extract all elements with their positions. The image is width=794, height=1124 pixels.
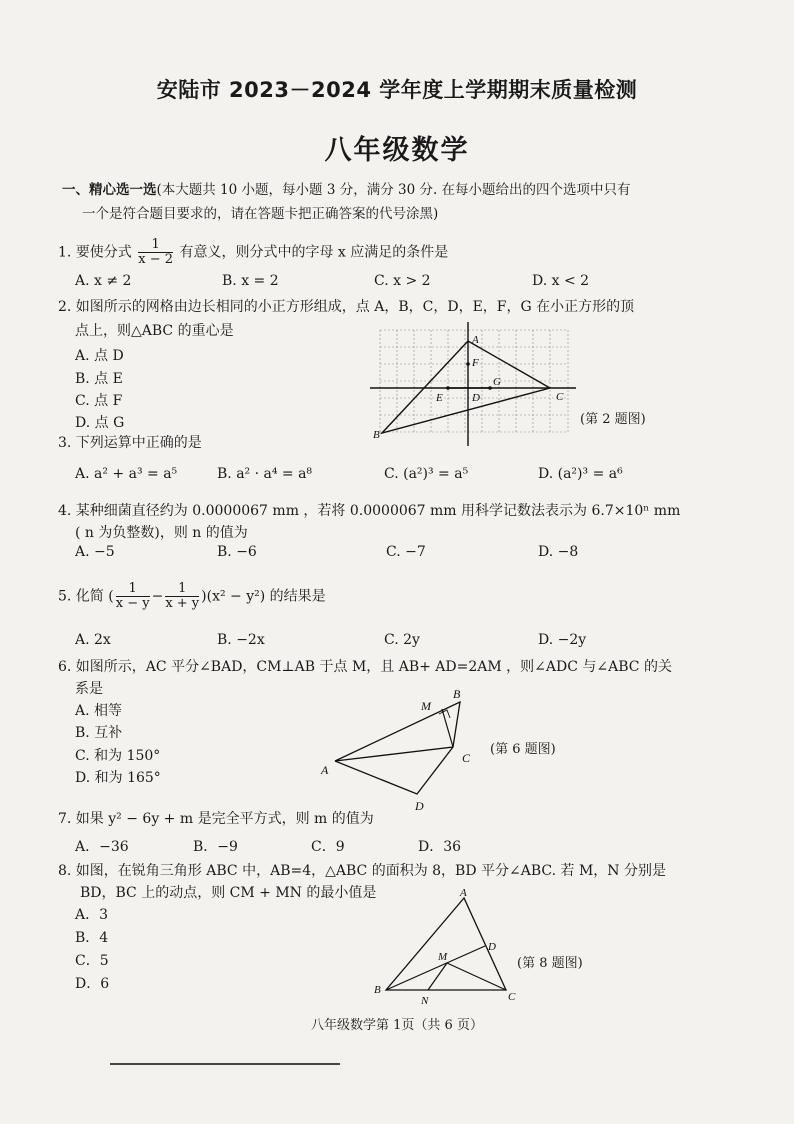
bottom-rule: [110, 1063, 340, 1065]
q8-label-n: N: [421, 995, 429, 1007]
q3-option-a[interactable]: A. a² + a³ = a⁵: [75, 466, 178, 482]
q5-f1-den: x − y: [115, 596, 150, 611]
section-heading: 一、精心选一选: [62, 182, 157, 198]
q7-option-c[interactable]: C．9: [311, 839, 345, 855]
q7-option-b[interactable]: B．−9: [193, 839, 238, 855]
q5-fraction-1: [116, 582, 150, 611]
q2-option-d[interactable]: D. 点 G: [75, 415, 125, 431]
q1-option-a[interactable]: A. x ≠ 2: [75, 273, 132, 289]
q8-label-b: B: [374, 984, 381, 996]
q6-label-a: A: [321, 763, 329, 777]
q1-stem-a: 1. 要使分式: [58, 244, 132, 261]
q7-option-a[interactable]: A．−36: [75, 839, 129, 855]
q1-stem-b: 有意义，则分式中的字母 x 应满足的条件是: [179, 244, 449, 261]
q6-option-c[interactable]: C. 和为 150°: [75, 748, 161, 764]
q8-figure: [368, 884, 528, 1008]
q4-option-c[interactable]: C. −7: [386, 544, 426, 560]
q8-label-m: M: [438, 951, 448, 963]
q1-option-d[interactable]: D. x < 2: [532, 273, 590, 289]
q6-figure: [315, 684, 485, 816]
q6-triangle-abc: [335, 702, 460, 761]
q7-line: 7. 如果 y² − 6y + m 是完全平方式，则 m 的值为: [58, 811, 374, 827]
q6-label-c: C: [462, 751, 471, 765]
q5-option-d[interactable]: D. −2y: [538, 632, 587, 648]
q8-label-c: C: [508, 991, 516, 1003]
q8-label-a: A: [460, 887, 467, 899]
q5-option-c[interactable]: C. 2y: [384, 632, 420, 648]
q2-line-1: 2. 如图所示的网格由边长相同的小正方形组成，点 A，B，C，D，E，F，G 在小正方形的顶: [58, 299, 635, 315]
q2-option-b[interactable]: B. 点 E: [75, 371, 123, 387]
q8-option-d[interactable]: D．6: [75, 976, 110, 992]
exam-subtitle: 八年级数学: [324, 135, 470, 166]
question-1: [58, 238, 448, 267]
instructions-line-2: 一个是符合题目要求的，请在答题卡把正确答案的代号涂黑): [82, 206, 439, 222]
exam-title: 安陆市 2023－2024 学年度上学期期末质量检测: [156, 78, 638, 102]
q5-f2-den: x + y: [165, 596, 200, 611]
q8-line-2: BD，BC 上的动点，则 CM + MN 的最小值是: [80, 885, 377, 901]
q1-option-b[interactable]: B. x = 2: [222, 273, 279, 289]
q2-triangle-abc: [382, 341, 550, 433]
q2-option-c[interactable]: C. 点 F: [75, 393, 123, 409]
q2-caption: (第 2 题图): [580, 412, 646, 427]
q2-label-f: F: [472, 357, 479, 369]
page-footer: 八年级数学第 1页（共 6 页）: [311, 1018, 483, 1033]
q1-frac-num: 1: [138, 238, 173, 253]
q2-label-a: A: [472, 334, 479, 346]
q8-caption: (第 8 题图): [517, 956, 583, 971]
q6-option-a[interactable]: A. 相等: [75, 703, 123, 719]
q8-option-b[interactable]: B．4: [75, 930, 109, 946]
q6-line-2: 系是: [75, 681, 103, 697]
q6-option-d[interactable]: D. 和为 165°: [75, 770, 161, 786]
q8-label-d: D: [488, 941, 496, 953]
q4-option-a[interactable]: A. −5: [75, 544, 115, 560]
q1-fraction: [138, 238, 173, 267]
q5-stem-b: )(x² − y²) 的结果是: [201, 588, 326, 605]
q5-option-b[interactable]: B. −2x: [217, 632, 265, 648]
q5-f2-num: 1: [165, 582, 199, 597]
q4-option-b[interactable]: B. −6: [217, 544, 257, 560]
q2-label-b: B: [373, 429, 380, 441]
q1-frac-den: x − 2: [138, 252, 174, 267]
q2-option-a[interactable]: A. 点 D: [75, 348, 124, 364]
q6-label-m: M: [421, 699, 431, 713]
q8-segment-bd: [386, 946, 485, 990]
q2-line-2: 点上，则△ABC 的重心是: [75, 323, 234, 339]
q3-line: 3. 下列运算中正确的是: [58, 435, 202, 451]
q8-option-c[interactable]: C．5: [75, 953, 109, 969]
q2-label-g: G: [493, 376, 501, 388]
q8-segment-cm: [447, 963, 506, 990]
q5-stem-a: 5. 化简 (: [58, 588, 114, 605]
q5-f1-num: 1: [116, 582, 150, 597]
q2-label-c: C: [556, 391, 564, 403]
q8-line-1: 8. 如图，在锐角三角形 ABC 中，AB=4，△ABC 的面积为 8，BD 平分∠ABC. 若 M，N 分别是: [58, 863, 667, 879]
question-5: [58, 582, 326, 611]
q6-line-1: 6. 如图所示，AC 平分∠BAD，CM⊥AB 于点 M，且 AB+ AD=2AM ，则∠ADC 与∠ABC 的关: [58, 659, 672, 675]
q4-line-2: ( n 为负整数)，则 n 的值为: [75, 525, 248, 541]
q6-caption: (第 6 题图): [490, 742, 556, 757]
q5-option-a[interactable]: A. 2x: [75, 632, 111, 648]
q4-option-d[interactable]: D. −8: [538, 544, 579, 560]
q3-option-d[interactable]: D. (a²)³ = a⁶: [538, 466, 623, 482]
q6-label-b: B: [453, 687, 461, 701]
q5-fraction-2: [165, 582, 199, 611]
instructions-line-1: (本大题共 10 小题，每小题 3 分，满分 30 分. 在每小题给出的四个选项中只有: [156, 182, 631, 198]
section-instructions: [62, 178, 702, 226]
q8-option-a[interactable]: A．3: [75, 907, 109, 923]
q2-label-e: E: [436, 392, 443, 404]
q6-option-b[interactable]: B. 互补: [75, 725, 123, 741]
q7-option-d[interactable]: D．36: [418, 839, 462, 855]
q4-line-1: 4. 某种细菌直径约为 0.0000067 mm ，若将 0.0000067 mm 用科学记数法表示为 6.7×10ⁿ mm: [58, 503, 681, 519]
q6-segment-cm: [442, 709, 453, 747]
q3-option-c[interactable]: C. (a²)³ = a⁵: [384, 466, 469, 482]
q5-minus: −: [151, 588, 164, 605]
q1-option-c[interactable]: C. x > 2: [374, 273, 431, 289]
q6-label-d: D: [415, 799, 424, 813]
q2-label-d: D: [472, 392, 480, 404]
q2-grid-figure: [368, 318, 583, 448]
q3-option-b[interactable]: B. a² · a⁴ = a⁸: [217, 466, 313, 482]
